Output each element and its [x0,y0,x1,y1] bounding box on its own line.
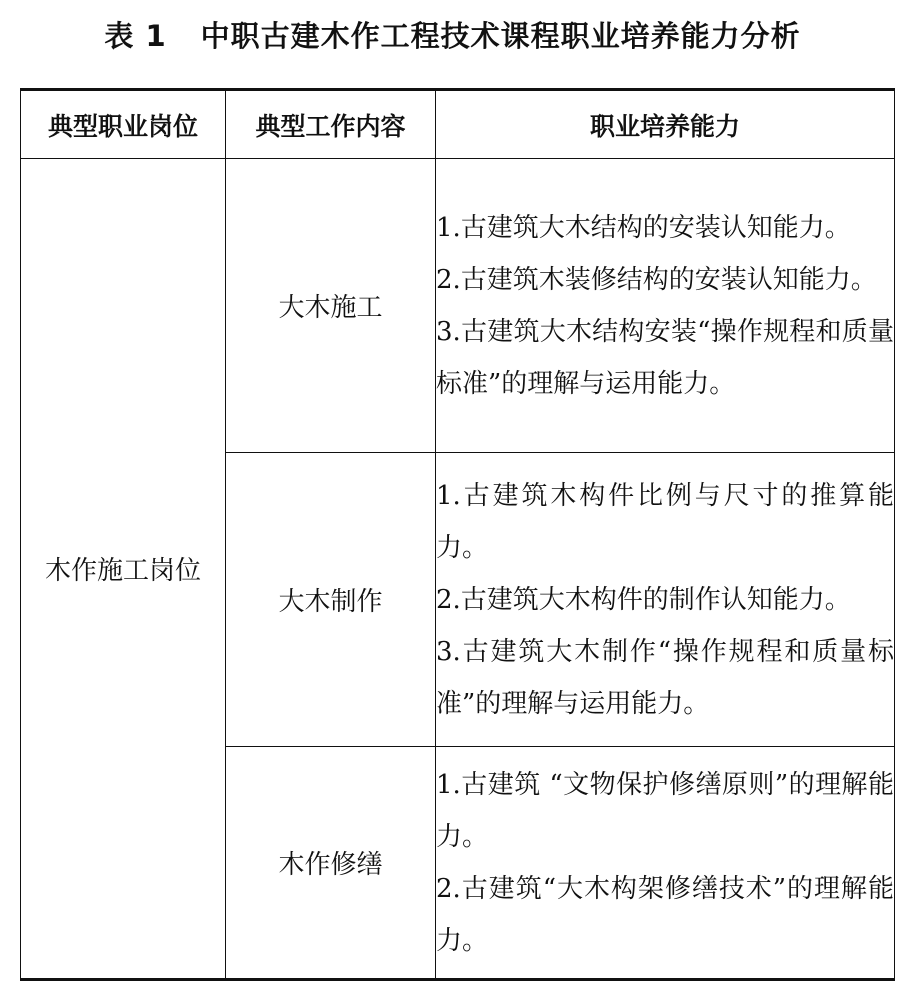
ability-item: 1.古建筑木构件比例与尺寸的推算能力。 [436,480,894,563]
table-title: 中职古建木作工程技术课程职业培养能力分析 [200,19,801,53]
abilities-cell [436,159,895,453]
header-post: 典型职业岗位 [21,90,226,159]
ability-item: 2.古建筑木装修结构的安装认知能力。 [436,264,877,295]
table-row [21,159,895,453]
work-content-cell: 大木施工 [226,159,436,453]
ability-item: 1.古建筑 “文物保护修缮原则”的理解能力。 [436,769,894,852]
header-abilities: 职业培养能力 [436,90,895,159]
ability-analysis-table [20,88,895,981]
header-work-content: 典型工作内容 [226,90,436,159]
work-content-cell: 大木制作 [226,453,436,747]
abilities-cell [436,453,895,747]
work-content-cell: 木作修缮 [226,747,436,980]
table-number: 表 1 [104,19,167,53]
table-caption [0,14,905,58]
abilities-cell [436,747,895,980]
ability-item: 2.古建筑大木构件的制作认知能力。 [436,584,851,615]
header-row [21,90,895,159]
ability-item: 2.古建筑“大木构架修缮技术”的理解能力。 [436,873,894,956]
post-cell: 木作施工岗位 [21,159,226,980]
ability-item: 1.古建筑大木结构的安装认知能力。 [436,212,851,243]
ability-item: 3.古建筑大木结构安装“操作规程和质量标准”的理解与运用能力。 [436,316,894,399]
ability-item: 3.古建筑大木制作“操作规程和质量标准”的理解与运用能力。 [436,636,894,719]
